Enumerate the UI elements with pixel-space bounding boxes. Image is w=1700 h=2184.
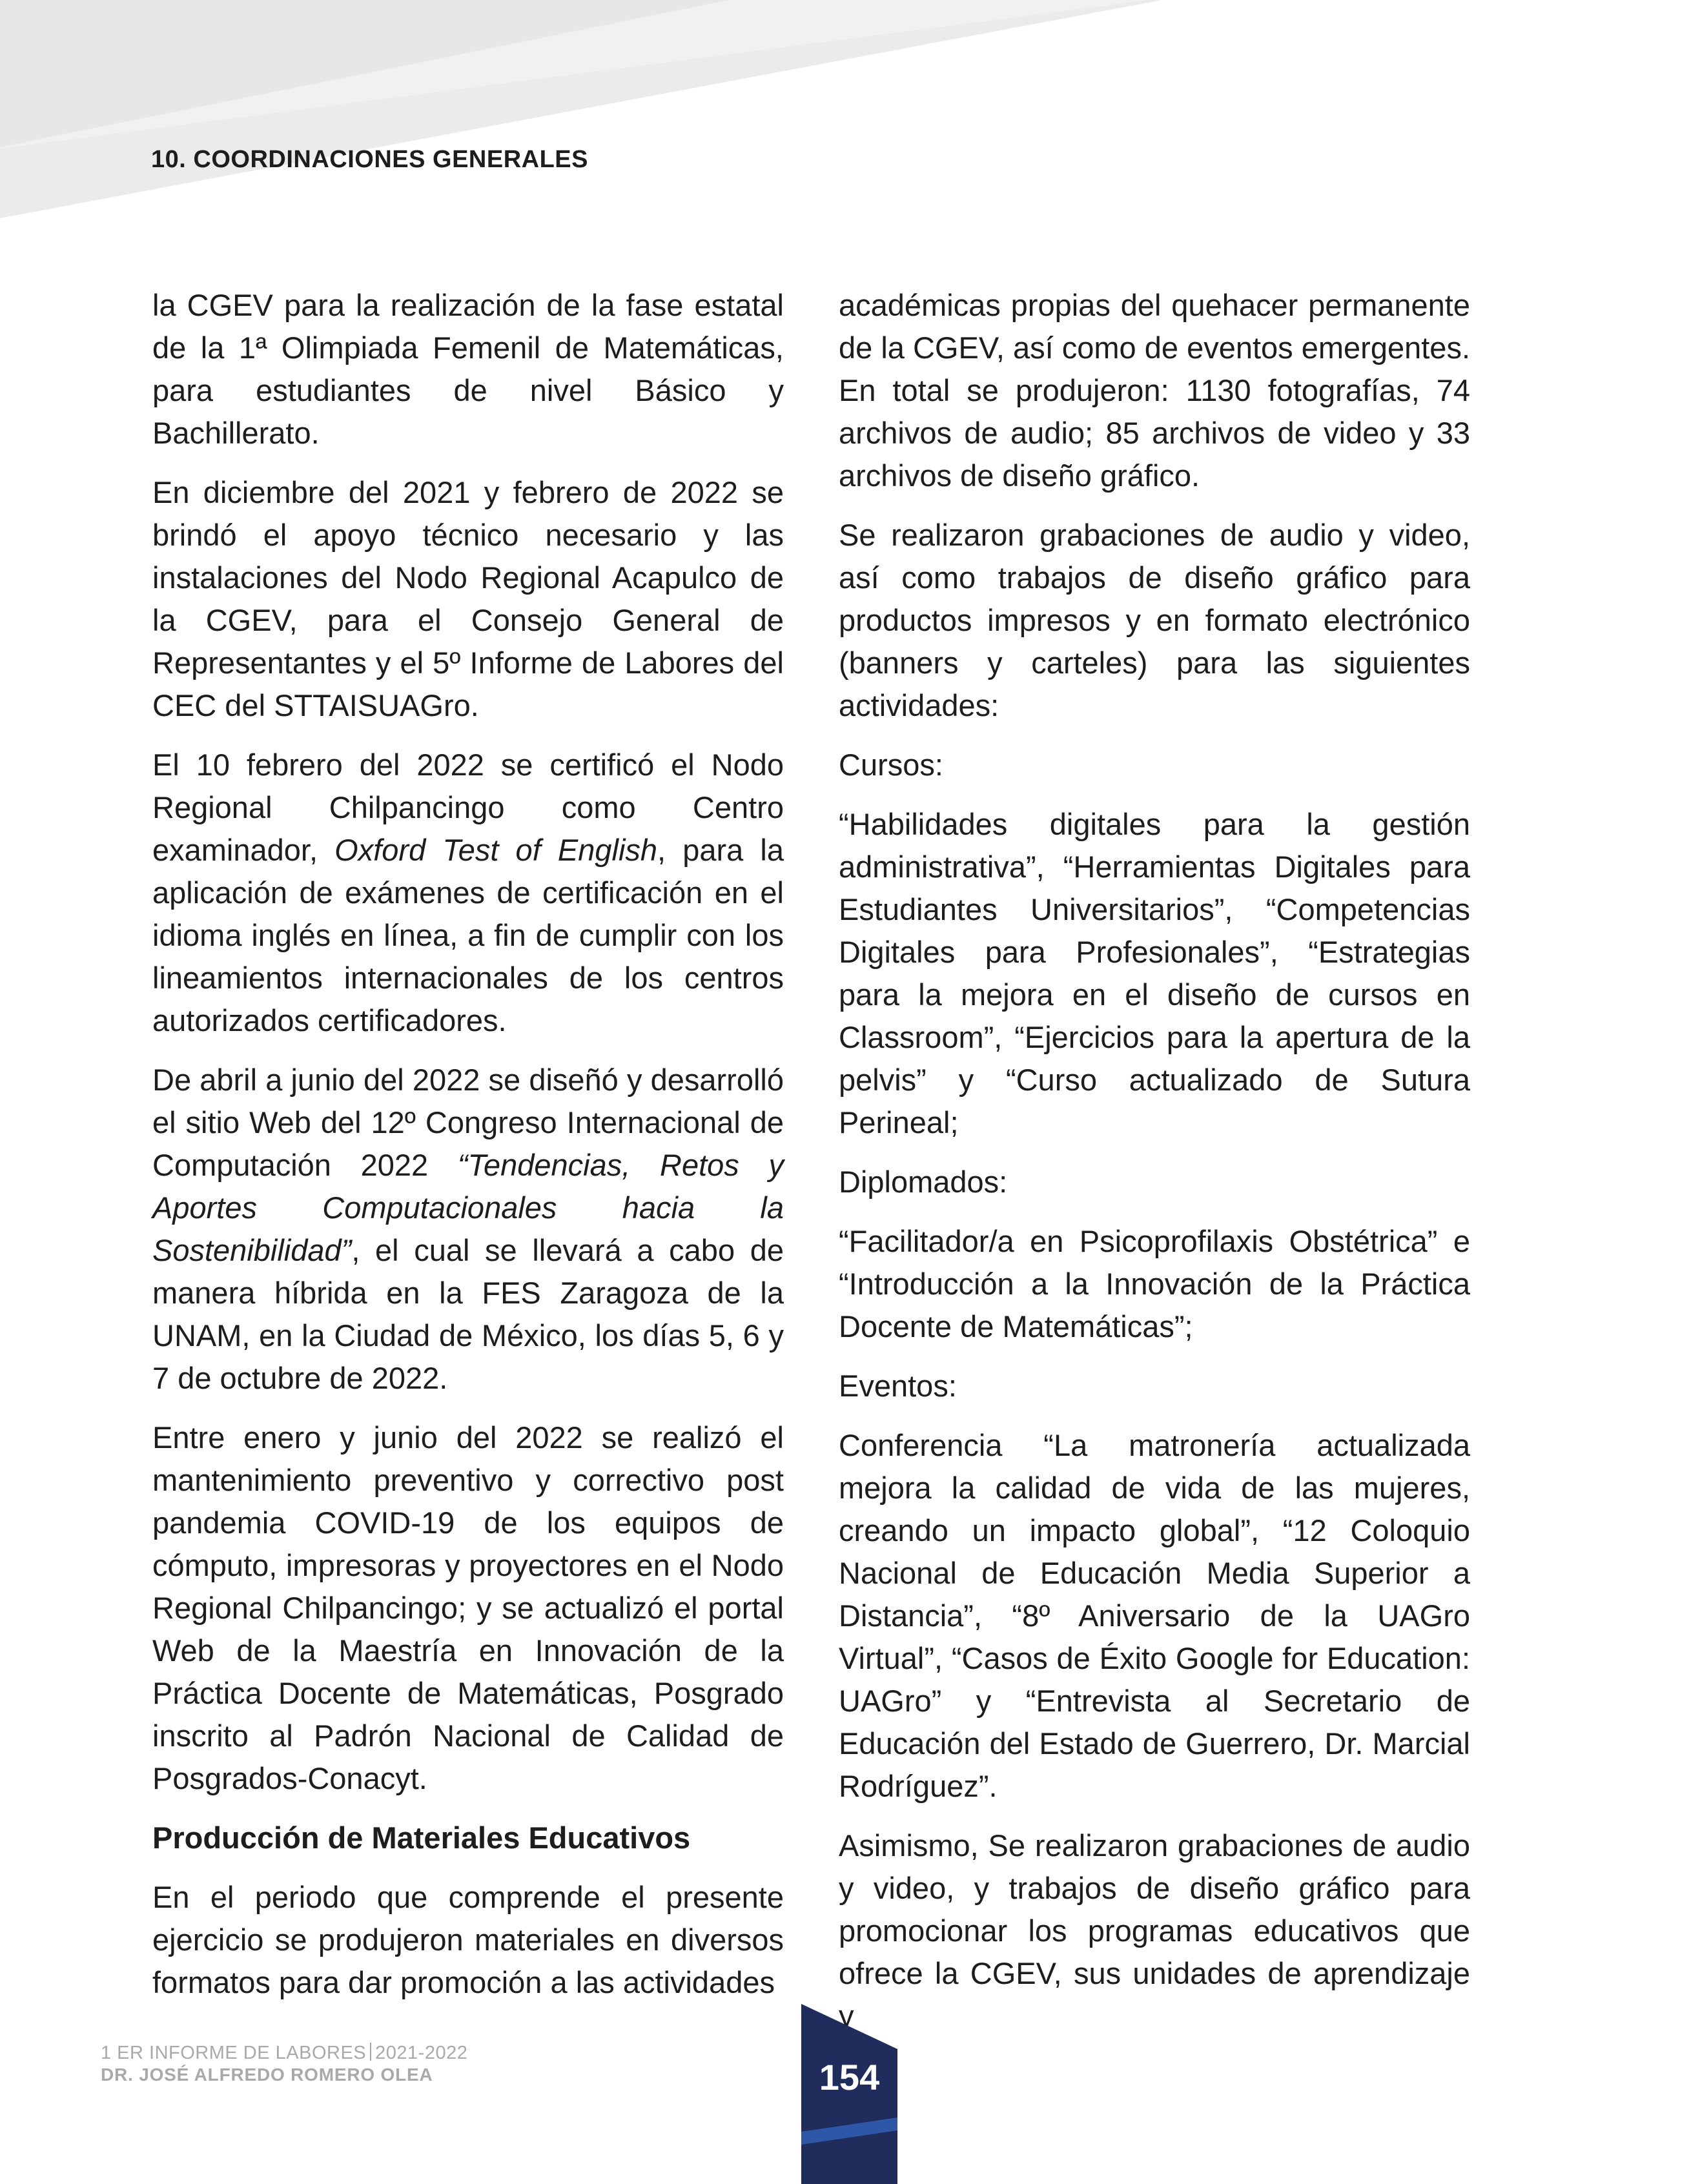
right-column [839,284,1470,2054]
paragraph: “Habilidades digitales para la gestión administrativa”, “Herramientas Digitales para Estudiantes Universitarios”, “Competencias Digitales para Profesionales”, “Estrategias para la mejora en el diseño de cursos en Classroom”, “Ejercicios para la apertura de la pelvis” y “Curso actualizado de Sutura Perineal; [839,807,1470,1139]
paragraph: Se realizaron grabaciones de audio y video, así como trabajos de diseño gráfico para productos impresos y en formato electrónico (banners y carteles) para las siguientes actividades: [839,518,1470,722]
list-label-diplomados: Diplomados: [839,1165,1008,1199]
footer-info [101,2042,467,2086]
footer-report-line [101,2042,467,2064]
text-run: , para la aplicación de exámenes de certificación en el idioma inglés en línea, a fin de cumplir con los lineamientos internacionales de los centros autorizados certificadores. [152,833,784,1037]
paragraph: En el periodo que comprende el presente ejercicio se produjeron materiales en diversos formatos para dar promoción a las actividades [152,1880,784,1999]
footer-author: DR. JOSÉ ALFREDO ROMERO OLEA [101,2065,433,2085]
text-run: El 10 febrero del 2022 se certificó el Nodo Regional Chilpancingo como Centro examinador, [152,748,784,867]
footer-separator [370,2043,371,2061]
section-header: 10. COORDINACIONES GENERALES [151,146,588,173]
italic-title: Oxford Test of English [334,833,658,867]
list-label-eventos: Eventos: [839,1369,957,1403]
page-number: 154 [819,2057,880,2097]
left-column [152,284,784,2021]
paragraph: Conferencia “La matronería actualizada mejora la calidad de vida de las mujeres, creando un impacto global”, “12 Coloquio Nacional de Educación Media Superior a Distancia”, “8º Aniversario de la UAGro Virtual”, “Casos de Éxito Google for Education: UAGro” y “Entrevista al Secretario de Educación del Estado de Guerrero, Dr. Marcial Rodríguez”. [839,1428,1470,1803]
paragraph: Entre enero y junio del 2022 se realizó el mantenimiento preventivo y correctivo post pandemia COVID-19 de los equipos de cómputo, impresoras y proyectores en el Nodo Regional Chilpancingo; y se actualizó el portal Web de la Maestría en Innovación de la Práctica Docente de Matemáticas, Posgrado inscrito al Padrón Nacional de Calidad de Posgrados-Conacyt. [152,1420,784,1795]
paragraph [152,744,784,1042]
text-run: , el cual se llevará a cabo de manera híbrida en la FES Zaragoza de la UNAM, en la Ciudad de México, los días 5, 6 y 7 de octubre de 2022. [152,1233,784,1395]
paragraph: académicas propias del quehacer permanente de la CGEV, así como de eventos emergentes. En total se produjeron: 1130 fotografías, 74 archivos de audio; 85 archivos de video y 33 archivos de diseño gráfico. [839,288,1470,493]
paragraph: la CGEV para la realización de la fase estatal de la 1ª Olimpiada Femenil de Matemáticas, para estudiantes de nivel Básico y Bachillerato. [152,288,784,450]
paragraph [152,1059,784,1400]
paragraph: “Facilitador/a en Psicoprofilaxis Obstétrica” e “Introducción a la Innovación de la Práctica Docente de Matemáticas”; [839,1224,1470,1343]
list-label-cursos: Cursos: [839,748,943,782]
paragraph: En diciembre del 2021 y febrero de 2022 se brindó el apoyo técnico necesario y las instalaciones del Nodo Regional Acapulco de la CGEV, para el Consejo General de Representantes y el 5º Informe de Labores del CEC del STTAISUAGro. [152,475,784,722]
header-decoration [0,0,1700,232]
subheading: Producción de Materiales Educativos [152,1821,691,1855]
report-period: 2021-2022 [375,2043,468,2063]
text-run: De abril a junio del 2022 se diseñó y desarrolló el sitio Web del 12º Congreso Internacional de Computación 2022 [152,1063,784,1182]
italic-title: “Tendencias, Retos y Aportes Computacionales hacia la Sostenibilidad” [152,1148,784,1267]
report-title: 1 ER INFORME DE LABORES [101,2043,367,2063]
paragraph: Asimismo, Se realizaron grabaciones de audio y video, y trabajos de diseño gráfico para promocionar los programas educativos que ofrece la CGEV, sus unidades de aprendizaje y [839,1828,1470,2033]
